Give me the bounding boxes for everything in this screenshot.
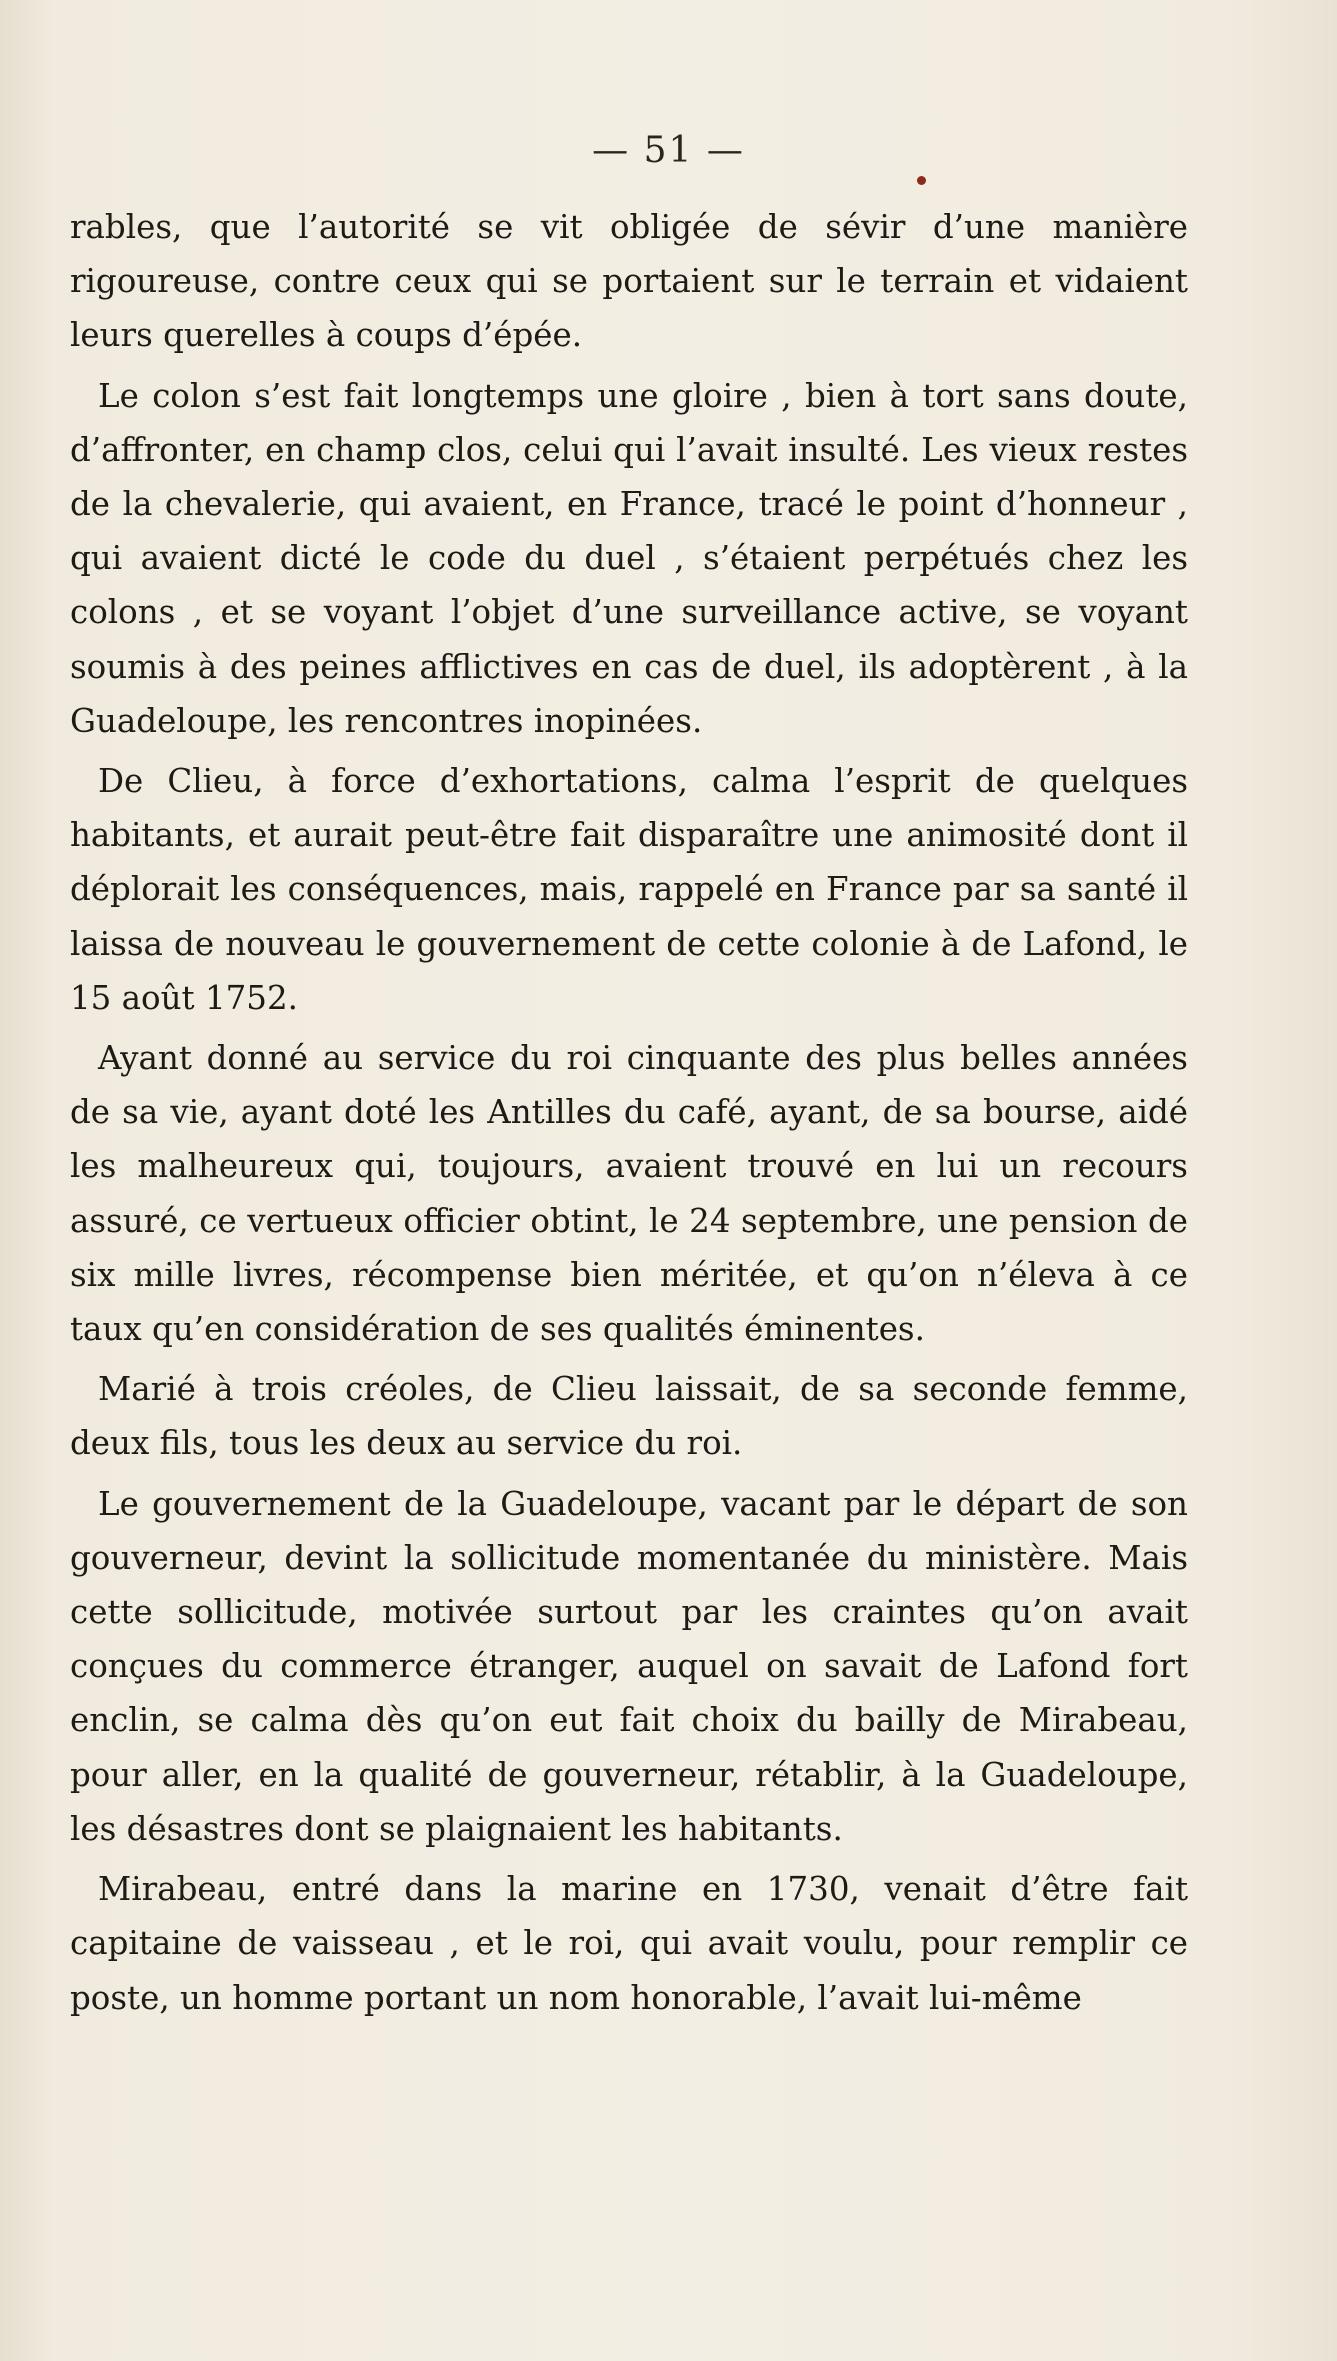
paragraph: De Clieu, à force d’exhortations, calma l’esprit de quelques habitants, et aurait peut-être fait disparaître une animosité dont il déplorait les conséquences, mais, rappelé en France par sa santé il laissa de nouveau le gouvernement de cette colonie à de Lafond, le 15 août 1752. [70,762,1188,1017]
page-text [70,200,1188,2025]
paragraph: Ayant donné au service du roi cinquante des plus belles années de sa vie, ayant doté les Antilles du café, ayant, de sa bourse, aidé les malheureux qui, toujours, avaient trouvé en lui un recours assuré, ce vertueux officier obtint, le 24 septembre, une pension de six mille livres, récompense bien méritée, et qu’on n’éleva à ce taux qu’en considération de ses qualités éminentes. [70,1039,1188,1349]
paragraph: Marié à trois créoles, de Clieu laissait, de sa seconde femme, deux fils, tous les deux au service du roi. [70,1370,1188,1463]
paragraph: Le colon s’est fait longtemps une gloire , bien à tort sans doute, d’affronter, en champ clos, celui qui l’avait insulté. Les vieux restes de la chevalerie, qui avaient, en France, tracé le point d’honneur , qui avaient dicté le code du duel , s’étaient perpétués chez les colons , et se voyant l’objet d’une surveillance active, se voyant soumis à des peines afflictives en cas de duel, ils adoptèrent , à la Guadeloupe, les rencontres inopinées. [70,376,1188,740]
ink-speck [917,176,926,185]
paragraph: Le gouvernement de la Guadeloupe, vacant par le départ de son gouverneur, devint la sollicitude momentanée du ministère. Mais cette sollicitude, motivée surtout par les craintes qu’on avait conçues du commerce étranger, auquel on savait de Lafond fort enclin, se calma dès qu’on eut fait choix du bailly de Mirabeau, pour aller, en la qualité de gouverneur, rétablir, à la Guadeloupe, les désastres dont se plaignaient les habitants. [70,1484,1188,1848]
page-number: — 51 — [592,130,745,171]
paragraph-continuation: rables, que l’autorité se vit obligée de sévir d’une manière rigoureuse, contre ceux qui se portaient sur le terrain et vidaient leurs querelles à coups d’épée. [70,208,1188,355]
paragraph: Mirabeau, entré dans la marine en 1730, venait d’être fait capitaine de vaisseau , et le roi, qui avait voulu, pour remplir ce poste, un homme portant un nom honorable, l’avait lui-même [70,1870,1188,2017]
